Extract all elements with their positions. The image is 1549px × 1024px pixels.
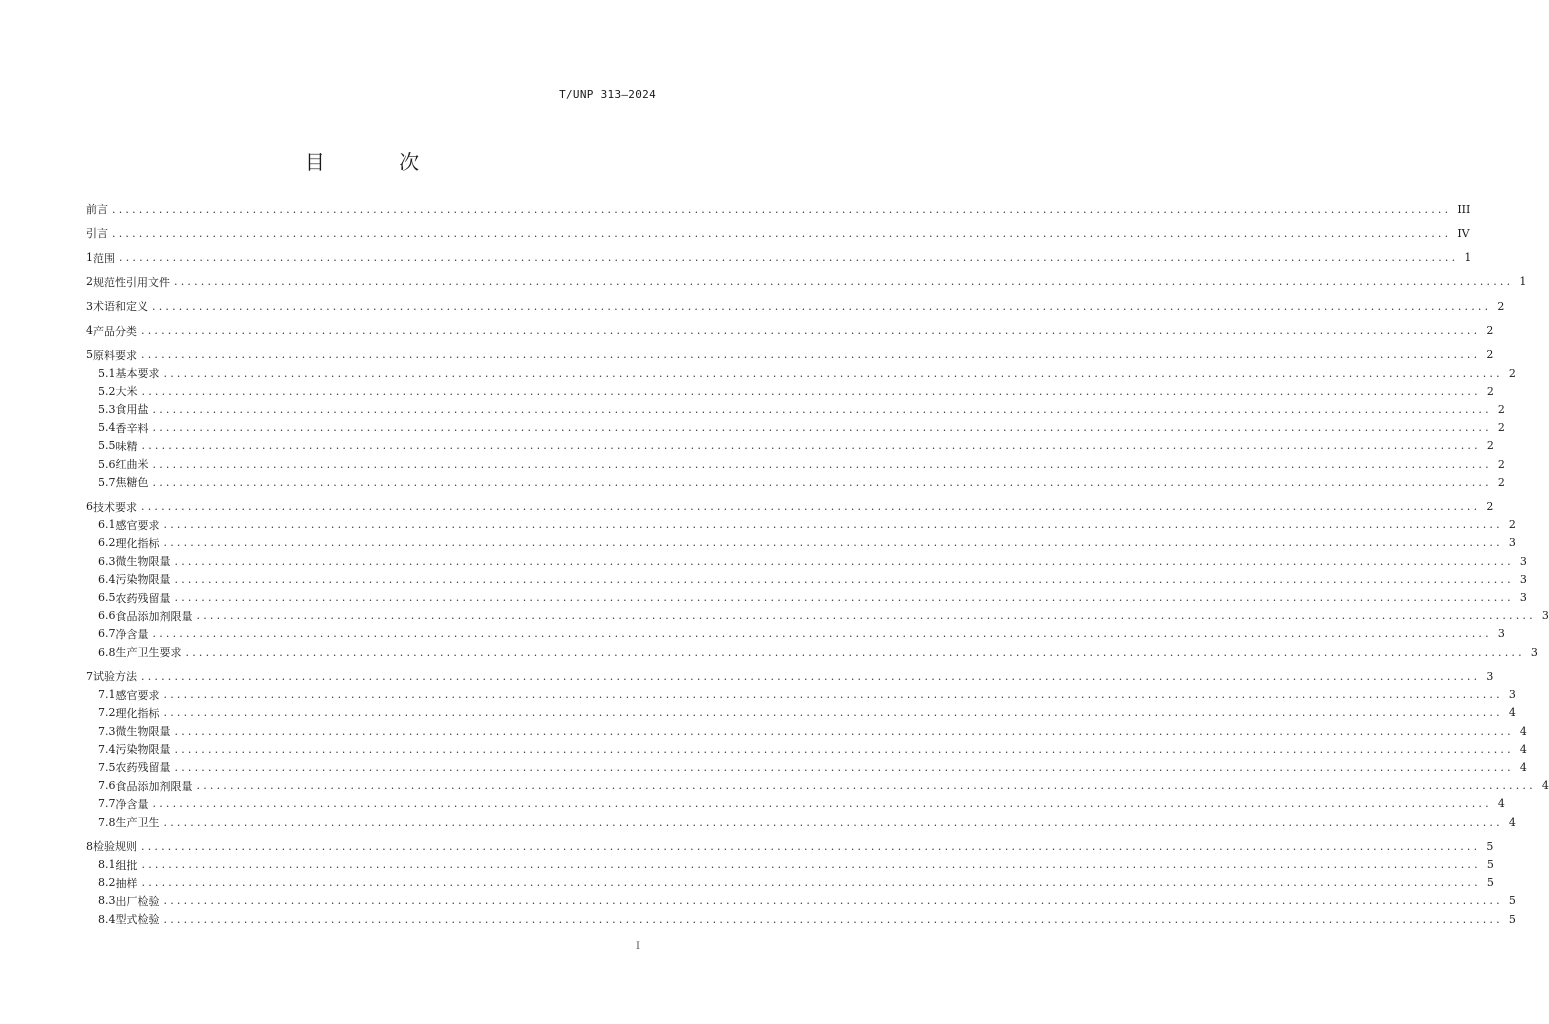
toc-entry-label: 食品添加剂限量 [115,779,193,793]
toc-entry[interactable] [98,758,1527,776]
toc-entry[interactable] [98,643,1538,661]
toc-entry-page: 2 [1486,500,1494,513]
toc-entry-page: 2 [1508,366,1516,380]
toc-entry-number: 6.4 [98,572,116,586]
toc-entry-label: 生产卫生要求 [115,646,182,660]
toc-entry-number: 6.7 [98,627,116,641]
toc-leader-dots: ........................................................................................................................................................................................................ [141,876,1481,890]
toc-entry[interactable] [98,455,1505,473]
toc-entry-number: 6 [86,500,93,513]
toc-leader-dots: ........................................................................................................................................................................................................ [163,536,1503,550]
toc-entry[interactable] [86,346,1494,364]
toc-entry-label: 试验方法 [93,670,137,684]
toc-entry-number: 7.4 [98,742,116,756]
toc-leader-dots: ........................................................................................................................................................................................................ [174,742,1514,756]
toc-entry-page: 5 [1486,876,1494,890]
toc-entry-label: 食用盐 [115,403,149,417]
toc-entry[interactable] [86,322,1494,340]
toc-entry-number: 2 [86,275,93,289]
toc-entry-label: 术语和定义 [93,300,148,314]
toc-entry[interactable] [98,704,1516,722]
toc-entry-number: 7.5 [98,760,116,774]
toc-entry-number: 7.8 [98,815,116,829]
toc-leader-dots: ........................................................................................................................................................................................................ [163,688,1503,702]
toc-entry-number: 6.2 [98,536,116,550]
toc-entry-number: 7.2 [98,706,116,720]
toc-entry-number: 3 [86,299,93,313]
toc-entry-number: 7 [86,669,93,683]
toc-entry-number: 8.2 [98,876,116,890]
toc-entry-number: 6.8 [98,645,116,659]
toc-leader-dots: ........................................................................................................................................................................................................ [152,457,1492,471]
toc-entry[interactable] [86,667,1494,685]
toc-entry-number: 5.7 [98,475,116,489]
toc-leader-dots: ........................................................................................................................................................................................................ [112,226,1452,240]
toc-entry-page: 2 [1497,299,1505,313]
toc-entry-number: 5.4 [98,421,116,435]
toc-entry-label: 感官要求 [115,518,160,532]
toc-entry-number: 8.4 [98,912,116,926]
toc-leader-dots: ........................................................................................................................................................................................................ [163,706,1503,720]
toc-entry[interactable] [98,874,1494,892]
toc-entry-label: 食品添加剂限量 [115,609,193,623]
toc-entry-label: 引言 [86,227,108,241]
toc-leader-dots: ........................................................................................................................................................................................................ [141,348,1481,362]
toc-entry[interactable] [86,249,1472,267]
toc-entry-number: 5.5 [98,439,116,453]
toc-entry-page: 2 [1486,384,1494,398]
toc-leader-dots: ........................................................................................................................................................................................................ [141,384,1481,398]
toc-entry-number: 5.6 [98,457,116,471]
toc-entry-number: 5.1 [98,366,116,380]
toc-entry[interactable] [98,607,1549,625]
toc-entry-page: 4 [1541,779,1549,793]
toc-leader-dots: ........................................................................................................................................................................................................ [152,402,1492,416]
toc-entry-number: 6.5 [98,591,116,604]
toc-entry[interactable] [98,473,1505,491]
toc-entry-page: 3 [1508,536,1516,550]
toc-entry-page: 3 [1486,669,1494,683]
toc-entry-label: 生产卫生 [115,816,160,829]
toc-entry[interactable] [86,297,1505,315]
toc-entry[interactable] [86,273,1527,291]
toc-entry-page: IV [1457,226,1470,240]
toc-leader-dots: ........................................................................................................................................................................................................ [174,275,1514,289]
toc-entry-page: 3 [1519,591,1527,604]
document-code: T/UNP 313—2024 [559,88,656,101]
toc-leader-dots: ........................................................................................................................................................................................................ [152,475,1492,489]
toc-leader-dots: ........................................................................................................................................................................................................ [185,645,1525,659]
toc-entry-page: 2 [1486,348,1494,362]
toc-entry[interactable] [86,224,1470,242]
toc-leader-dots: ........................................................................................................................................................................................................ [152,421,1492,435]
toc-entry[interactable] [98,795,1505,813]
toc-entry-page: 4 [1519,742,1527,756]
toc-entry-number: 8 [86,839,93,853]
toc-entry-page: 5 [1486,858,1494,871]
toc-entry[interactable] [98,400,1505,418]
toc-entry-label: 感官要求 [115,688,160,702]
toc-entry-label: 农药残留量 [115,761,171,775]
toc-entry[interactable] [98,740,1527,758]
toc-entry[interactable] [86,200,1471,218]
toc-entry[interactable] [98,777,1549,795]
toc-entry-label: 污染物限量 [115,743,171,757]
toc-entry-label: 范围 [93,251,115,265]
toc-leader-dots: ........................................................................................................................................................................................................ [174,760,1514,774]
toc-leader-dots: ........................................................................................................................................................................................................ [163,366,1503,380]
toc-entry[interactable] [98,589,1527,607]
toc-entry-label: 味精 [115,439,138,453]
toc-entry-page: 3 [1530,645,1538,659]
toc-entry-number: 7.6 [98,779,116,793]
toc-entry-page: 3 [1519,554,1527,568]
toc-entry[interactable] [98,534,1516,552]
toc-entry-page: 3 [1497,627,1505,641]
toc-leader-dots: ........................................................................................................................................................................................................ [141,500,1481,513]
toc-entry[interactable] [98,552,1527,570]
toc-entry[interactable] [98,516,1516,534]
toc-entry-label: 组批 [115,858,138,872]
toc-leader-dots: ........................................................................................................................................................................................................ [174,724,1514,738]
toc-leader-dots: ........................................................................................................................................................................................................ [174,572,1514,586]
toc-entry-label: 红曲米 [115,458,149,471]
toc-entry-page: 5 [1508,894,1516,908]
toc-entry-page: 4 [1519,724,1527,738]
toc-entry-page: 4 [1497,797,1505,811]
toc-entry-label: 产品分类 [93,324,137,338]
toc-entry-label: 焦糖色 [115,476,149,490]
toc-leader-dots: ........................................................................................................................................................................................................ [196,609,1536,623]
toc-entry[interactable] [98,813,1516,831]
toc-entry[interactable] [86,498,1494,516]
toc-entry-number: 8.1 [98,858,116,871]
toc-entry-label: 规范性引用文件 [93,275,170,289]
toc-leader-dots: ........................................................................................................................................................................................................ [152,627,1492,641]
toc-entry-label: 基本要求 [115,367,160,380]
toc-entry-page: 5 [1508,912,1516,926]
toc-entry[interactable] [98,856,1494,874]
toc-entry-page: 2 [1497,457,1505,471]
toc-entry-number: 1 [86,251,93,265]
toc-entry[interactable] [98,437,1494,455]
toc-entry-label: 大米 [115,385,138,399]
toc-entry-page: 4 [1508,815,1516,829]
toc-entry-number: 7.1 [98,688,116,702]
toc-entry-label: 香辛料 [115,421,149,435]
toc-entry-number: 7.3 [98,724,116,738]
toc-leader-dots: ........................................................................................................................................................................................................ [174,591,1514,604]
toc-entry-label: 理化指标 [115,536,160,550]
toc-leader-dots: ........................................................................................................................................................................................................ [174,554,1514,568]
toc-entry-label: 净含量 [115,627,149,641]
toc-entry-page: 3 [1519,572,1527,586]
toc-entry[interactable] [98,570,1527,588]
toc-leader-dots: ........................................................................................................................................................................................................ [152,797,1492,811]
toc-leader-dots: ........................................................................................................................................................................................................ [112,202,1452,216]
toc-entry-label: 技术要求 [93,500,137,514]
toc-entry-number: 6.3 [98,554,116,568]
toc-entry[interactable] [98,382,1494,400]
toc-leader-dots: ........................................................................................................................................................................................................ [141,839,1481,853]
toc-entry-label: 前言 [86,203,108,216]
toc-leader-dots: ........................................................................................................................................................................................................ [119,251,1459,265]
toc-entry-label: 原料要求 [93,348,137,362]
toc-entry-label: 型式检验 [115,913,160,927]
toc-entry-page: 4 [1508,706,1516,720]
toc-entry-page: 3 [1508,688,1516,702]
toc-entry[interactable] [98,686,1516,704]
toc-entry-page: 2 [1486,439,1494,453]
page-number: I [636,941,640,952]
toc-entry-label: 检验规则 [93,840,137,854]
toc-leader-dots: ........................................................................................................................................................................................................ [163,912,1503,926]
toc-entry-number: 6.6 [98,609,116,623]
page-title: 目 次 [304,150,454,174]
toc-leader-dots: ........................................................................................................................................................................................................ [141,439,1481,453]
toc-entry[interactable] [98,910,1516,928]
toc-entry-page: 5 [1486,839,1494,853]
toc-entry[interactable] [98,722,1527,740]
toc-leader-dots: ........................................................................................................................................................................................................ [196,779,1536,793]
toc-entry-page: 4 [1519,760,1527,774]
toc-entry-page: 1 [1519,275,1527,289]
toc-entry-number: 6.1 [98,518,116,532]
toc-entry-label: 理化指标 [115,706,160,720]
toc-entry-number: 4 [86,324,93,337]
toc-entry-label: 农药残留量 [115,591,171,605]
toc-entry-label: 净含量 [115,797,149,811]
toc-entry-label: 抽样 [115,876,138,890]
toc-leader-dots: ........................................................................................................................................................................................................ [141,858,1481,871]
toc-entry[interactable] [98,892,1516,910]
toc-entry-number: 5.2 [98,384,116,398]
toc-entry-label: 微生物限量 [115,725,171,738]
toc-entry-page: 3 [1541,609,1549,623]
toc-entry-label: 污染物限量 [115,573,171,587]
toc-entry-page: 2 [1486,324,1494,337]
toc-entry-number: 5.3 [98,402,116,416]
toc-leader-dots: ........................................................................................................................................................................................................ [152,299,1492,313]
toc-entry-label: 出厂检验 [115,894,160,908]
toc-entry[interactable] [98,364,1516,382]
toc-entry[interactable] [86,837,1494,855]
toc-leader-dots: ........................................................................................................................................................................................................ [141,669,1481,683]
toc-entry-number: 8.3 [98,894,116,908]
toc-entry-page: 2 [1497,421,1505,435]
toc-entry-page: 2 [1508,518,1516,532]
toc-entry-number: 7.7 [98,797,116,811]
toc-leader-dots: ........................................................................................................................................................................................................ [163,518,1503,532]
toc-entry-number: 5 [86,348,93,362]
toc-entry[interactable] [98,419,1505,437]
toc-leader-dots: ........................................................................................................................................................................................................ [163,815,1503,829]
toc-entry[interactable] [98,625,1505,643]
toc-entry-page: 2 [1497,402,1505,416]
toc-entry-page: 1 [1464,251,1472,265]
toc-entry-page: III [1457,202,1471,216]
toc-entry-page: 2 [1497,475,1505,489]
toc-entry-label: 微生物限量 [115,555,171,569]
toc-leader-dots: ........................................................................................................................................................................................................ [163,894,1503,908]
toc-leader-dots: ........................................................................................................................................................................................................ [141,324,1481,337]
